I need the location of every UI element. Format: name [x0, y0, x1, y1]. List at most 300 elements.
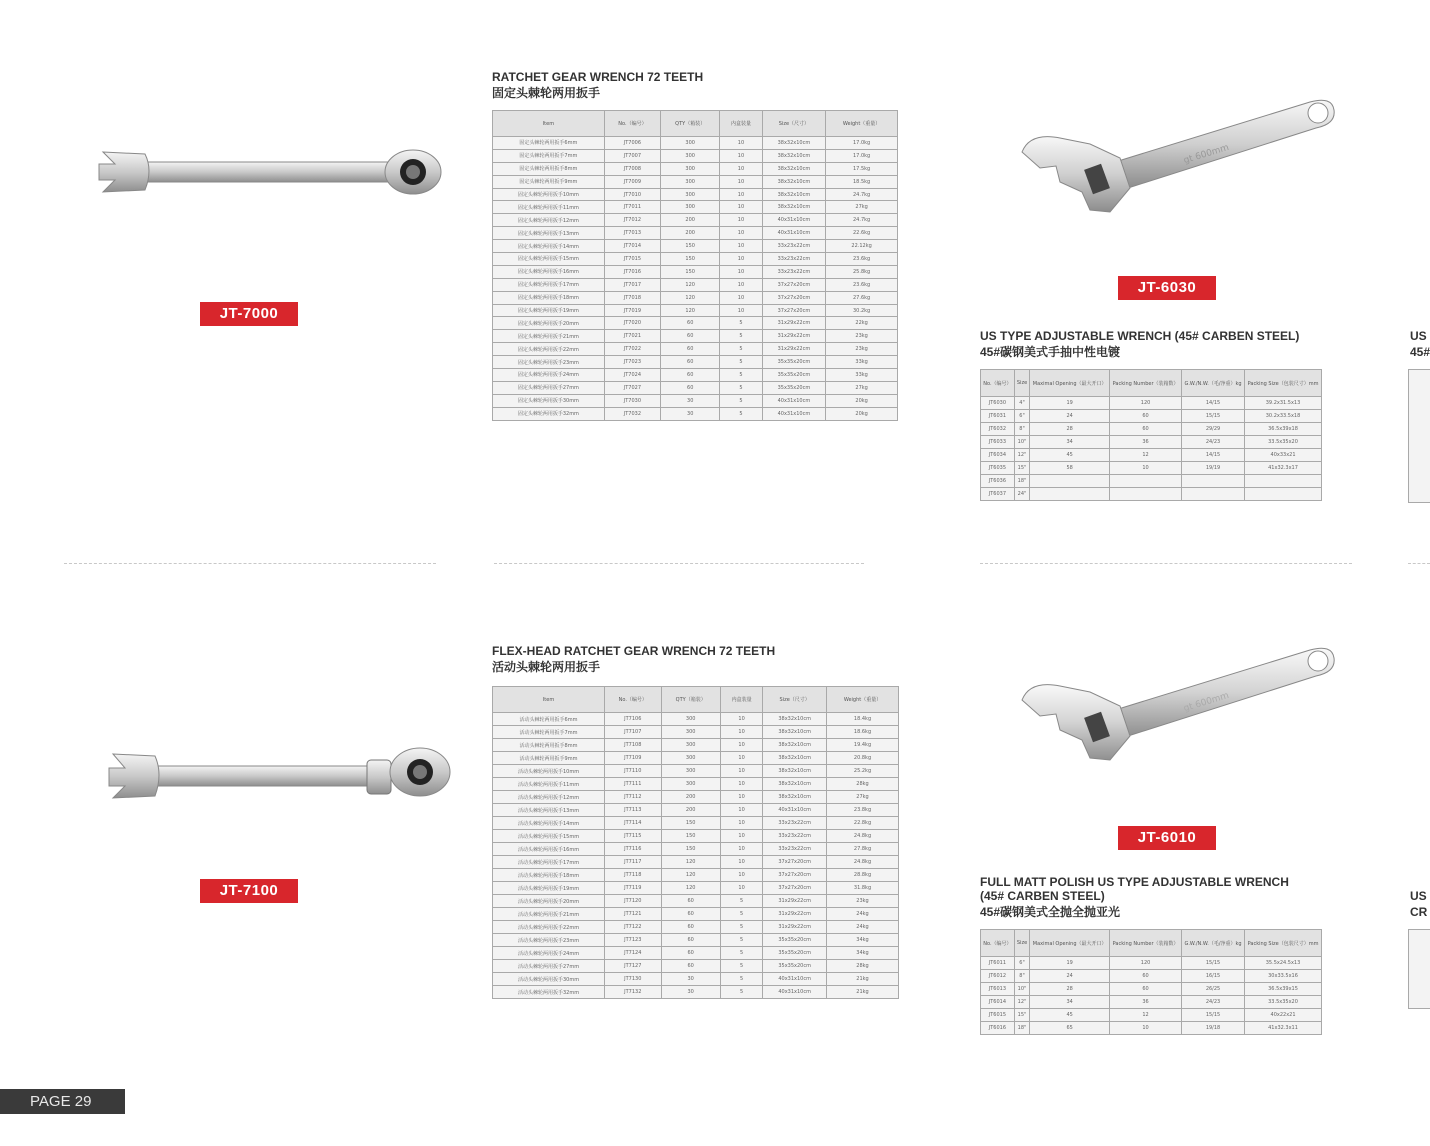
- table-row: [493, 291, 898, 304]
- table-cell: 5: [720, 330, 762, 343]
- table-cell: 固定头棘轮两用扳手7mm: [493, 149, 605, 162]
- spec-table-jt6010: [980, 929, 1322, 1035]
- table-cell: 35x35x20cm: [763, 947, 827, 960]
- table-cell: 150: [661, 240, 720, 253]
- table-header-cell: Size（尺寸）: [763, 687, 827, 713]
- table-cell: 23kg: [826, 343, 898, 356]
- table-cell: [1110, 475, 1182, 488]
- table-row: [981, 983, 1322, 996]
- table-cell: 35x35x20cm: [762, 356, 826, 369]
- table-cell: 5: [720, 947, 762, 960]
- table-header-cell: QTY（箱装）: [661, 687, 720, 713]
- table-cell: 30: [661, 394, 720, 407]
- table-cell: 10: [1110, 462, 1182, 475]
- product-code-badge: JT-6010: [1118, 826, 1216, 850]
- table-cell: 固定头棘轮两用扳手6mm: [493, 137, 605, 150]
- table-row: [493, 330, 898, 343]
- table-cell: 活动头棘轮两用扳手16mm: [493, 843, 605, 856]
- table-cell: 33kg: [826, 369, 898, 382]
- table-cell: 37x27x20cm: [762, 278, 826, 291]
- table-cell: JT6032: [981, 423, 1015, 436]
- table-cell: JT7019: [604, 304, 660, 317]
- table-row: [493, 791, 899, 804]
- table-cell: 5: [720, 895, 762, 908]
- table-cell: 23.6kg: [826, 253, 898, 266]
- table-cell: 固定头棘轮两用扳手17mm: [493, 278, 605, 291]
- table-cell: 固定头棘轮两用扳手11mm: [493, 201, 605, 214]
- table-row: [493, 278, 898, 291]
- table-cell: 10: [720, 149, 762, 162]
- table-row: [493, 934, 899, 947]
- table-cell: JT7130: [605, 973, 661, 986]
- product-code-badge: JT-7000: [200, 302, 298, 326]
- table-cell: 8": [1014, 423, 1029, 436]
- table-cell: 17.0kg: [826, 149, 898, 162]
- table-cell: 60: [661, 330, 720, 343]
- table-cell: 活动头棘轮两用扳手20mm: [493, 895, 605, 908]
- table-cell: JT7023: [604, 356, 660, 369]
- table-cell: 18": [1014, 1022, 1029, 1035]
- section-divider: [494, 563, 864, 564]
- table-cell: 30x33.5x16: [1245, 970, 1322, 983]
- table-cell: 固定头棘轮两用扳手13mm: [493, 227, 605, 240]
- section-divider: [980, 563, 1352, 564]
- table-cell: JT7018: [604, 291, 660, 304]
- table-cell: 38x32x10cm: [763, 791, 827, 804]
- table-cell: 固定头棘轮两用扳手27mm: [493, 381, 605, 394]
- spec-table-jt7100: [492, 686, 899, 999]
- table-cell: 19: [1030, 397, 1110, 410]
- table-cell: 41x32.3x17: [1245, 462, 1322, 475]
- table-cell: 60: [661, 369, 720, 382]
- table-header-cell: Packing Number（装箱数）: [1110, 930, 1182, 957]
- table-cell: 300: [661, 175, 720, 188]
- table-cell: 10: [720, 765, 762, 778]
- table-cell: 固定头棘轮两用扳手14mm: [493, 240, 605, 253]
- table-cell: 34kg: [827, 934, 899, 947]
- table-cell: 33x23x22cm: [762, 240, 826, 253]
- table-cell: 10: [720, 253, 762, 266]
- table-cell: 300: [661, 765, 720, 778]
- table-row: [493, 947, 899, 960]
- table-header-cell: Weight（重量）: [827, 687, 899, 713]
- table-cell: 31x29x22cm: [763, 895, 827, 908]
- table-row: [493, 765, 899, 778]
- table-cell: 39.2x31.5x13: [1245, 397, 1322, 410]
- table-cell: JT7021: [604, 330, 660, 343]
- table-cell: JT7119: [605, 882, 661, 895]
- table-cell: 45: [1030, 449, 1110, 462]
- table-row: [493, 394, 898, 407]
- table-row: [493, 188, 898, 201]
- table-cell: 40x31x10cm: [762, 394, 826, 407]
- table-cell: 5: [720, 986, 762, 999]
- table-row: [981, 996, 1322, 1009]
- table-cell: 固定头棘轮两用扳手16mm: [493, 265, 605, 278]
- table-cell: 10: [720, 214, 762, 227]
- table-cell: 120: [661, 304, 720, 317]
- table-cell: 4": [1014, 397, 1029, 410]
- table-cell: 固定头棘轮两用扳手18mm: [493, 291, 605, 304]
- table-cell: 活动头棘轮两用扳手22mm: [493, 921, 605, 934]
- table-header-cell: Maximal Opening（最大开口）: [1030, 930, 1110, 957]
- product-code-badge: JT-7100: [200, 879, 298, 903]
- table-cell: 60: [661, 356, 720, 369]
- table-cell: 300: [661, 713, 720, 726]
- table-cell: JT7017: [604, 278, 660, 291]
- table-cell: JT7118: [605, 869, 661, 882]
- table-cell: 15/15: [1182, 1009, 1245, 1022]
- table-cell: 固定头棘轮两用扳手9mm: [493, 175, 605, 188]
- table-cell: 38x32x10cm: [763, 778, 827, 791]
- table-row: [493, 356, 898, 369]
- table-header-cell: G.W./N.W.（毛/净重）kg: [1182, 370, 1245, 397]
- table-cell: JT6033: [981, 436, 1015, 449]
- product-title-cn: 45#碳钢美式全抛全抛亚光: [980, 905, 1121, 919]
- table-cell: 活动头棘轮两用扳手7mm: [493, 726, 605, 739]
- table-cell: 24.7kg: [826, 214, 898, 227]
- table-cell: JT7120: [605, 895, 661, 908]
- table-cell: 150: [661, 843, 720, 856]
- table-cell: 5: [720, 407, 762, 420]
- table-cell: 22.12kg: [826, 240, 898, 253]
- table-cell: JT7007: [604, 149, 660, 162]
- table-cell: 35.5x24.5x13: [1245, 957, 1322, 970]
- table-cell: 19: [1030, 957, 1110, 970]
- table-cell: 60: [1110, 410, 1182, 423]
- table-cell: 活动头棘轮两用扳手18mm: [493, 869, 605, 882]
- table-cell: JT7116: [605, 843, 661, 856]
- table-row: [493, 253, 898, 266]
- table-cell: 活动头棘轮两用扳手17mm: [493, 856, 605, 869]
- table-cell: 31.8kg: [827, 882, 899, 895]
- table-cell: JT7117: [605, 856, 661, 869]
- table-cell: 28kg: [827, 778, 899, 791]
- table-cell: JT7123: [605, 934, 661, 947]
- table-row: [981, 410, 1322, 423]
- table-cell: 6": [1014, 410, 1029, 423]
- table-row: [493, 921, 899, 934]
- clipped-title: 45#: [1410, 345, 1430, 359]
- table-cell: 30: [661, 986, 720, 999]
- table-cell: 活动头棘轮两用扳手30mm: [493, 973, 605, 986]
- table-cell: 35x35x20cm: [762, 381, 826, 394]
- table-cell: 60: [661, 908, 720, 921]
- table-header-cell: Maximal Opening（最大开口）: [1030, 370, 1110, 397]
- section-divider: [64, 563, 436, 564]
- table-cell: 固定头棘轮两用扳手15mm: [493, 253, 605, 266]
- table-cell: 30.2x33.5x18: [1245, 410, 1322, 423]
- page-number: PAGE 29: [0, 1089, 125, 1114]
- product-title-en: FULL MATT POLISH US TYPE ADJUSTABLE WRENCH: [980, 875, 1289, 889]
- table-header-cell: No.（编号）: [605, 687, 661, 713]
- table-cell: JT7022: [604, 343, 660, 356]
- table-cell: [1030, 475, 1110, 488]
- table-cell: JT6012: [981, 970, 1015, 983]
- table-row: [493, 149, 898, 162]
- flex-head-ratchet-wrench-image: [105, 742, 455, 812]
- table-cell: 38x32x10cm: [763, 739, 827, 752]
- table-cell: 300: [661, 739, 720, 752]
- table-cell: 活动头棘轮两用扳手24mm: [493, 947, 605, 960]
- table-cell: 200: [661, 804, 720, 817]
- table-cell: 24/23: [1182, 996, 1245, 1009]
- table-cell: 21kg: [827, 973, 899, 986]
- table-cell: 300: [661, 162, 720, 175]
- table-cell: JT7012: [604, 214, 660, 227]
- table-cell: 活动头棘轮两用扳手10mm: [493, 765, 605, 778]
- table-cell: 15/15: [1182, 957, 1245, 970]
- table-header-cell: No.（编号）: [981, 930, 1015, 957]
- table-row: [493, 407, 898, 420]
- table-row: [493, 265, 898, 278]
- table-cell: 31x29x22cm: [762, 330, 826, 343]
- table-cell: 22.8kg: [827, 817, 899, 830]
- table-cell: [1245, 488, 1322, 501]
- table-cell: JT7027: [604, 381, 660, 394]
- table-cell: 300: [661, 726, 720, 739]
- table-cell: [1030, 488, 1110, 501]
- table-row: [493, 973, 899, 986]
- table-cell: JT7127: [605, 960, 661, 973]
- table-cell: 10: [720, 726, 762, 739]
- table-cell: JT7032: [604, 407, 660, 420]
- table-cell: 38x32x10cm: [762, 137, 826, 150]
- table-cell: 37x27x20cm: [762, 304, 826, 317]
- table-cell: 24.8kg: [827, 830, 899, 843]
- table-cell: JT7016: [604, 265, 660, 278]
- table-cell: 120: [1110, 957, 1182, 970]
- table-cell: 10: [720, 843, 762, 856]
- table-row: [493, 843, 899, 856]
- table-cell: 28kg: [827, 960, 899, 973]
- table-cell: JT7010: [604, 188, 660, 201]
- table-header-cell: 内盒装量: [720, 687, 762, 713]
- table-row: [981, 475, 1322, 488]
- table-cell: 24: [1030, 970, 1110, 983]
- table-header-cell: No.（编号）: [604, 111, 660, 137]
- table-cell: 5: [720, 369, 762, 382]
- product-title-en: (45# CARBEN STEEL): [980, 889, 1105, 903]
- table-cell: 活动头棘轮两用扳手6mm: [493, 713, 605, 726]
- table-row: [493, 778, 899, 791]
- table-cell: [1110, 488, 1182, 501]
- table-header-cell: Size（尺寸）: [762, 111, 826, 137]
- table-cell: 31x29x22cm: [762, 343, 826, 356]
- table-cell: JT7121: [605, 908, 661, 921]
- table-cell: 10: [720, 778, 762, 791]
- table-cell: 5: [720, 934, 762, 947]
- table-cell: 24kg: [827, 908, 899, 921]
- table-cell: 40x31x10cm: [763, 986, 827, 999]
- table-cell: 29/29: [1182, 423, 1245, 436]
- table-cell: 300: [661, 149, 720, 162]
- table-cell: JT7124: [605, 947, 661, 960]
- table-cell: 24: [1030, 410, 1110, 423]
- table-cell: 10": [1014, 983, 1029, 996]
- table-cell: 27kg: [827, 791, 899, 804]
- table-cell: 8": [1014, 970, 1029, 983]
- table-cell: 6": [1014, 957, 1029, 970]
- table-cell: JT7106: [605, 713, 661, 726]
- table-cell: JT7114: [605, 817, 661, 830]
- table-cell: 固定头棘轮两用扳手23mm: [493, 356, 605, 369]
- table-cell: 16/15: [1182, 970, 1245, 983]
- table-cell: 27.8kg: [827, 843, 899, 856]
- table-cell: 5: [720, 381, 762, 394]
- table-cell: 27.6kg: [826, 291, 898, 304]
- table-cell: 60: [661, 960, 720, 973]
- table-row: [981, 970, 1322, 983]
- table-cell: 120: [661, 882, 720, 895]
- table-cell: JT7013: [604, 227, 660, 240]
- table-cell: 33.5x35x20: [1245, 996, 1322, 1009]
- table-cell: 120: [661, 291, 720, 304]
- wrench-engraving: gt 600mm: [1182, 690, 1231, 715]
- table-cell: JT6014: [981, 996, 1015, 1009]
- table-cell: 12: [1110, 1009, 1182, 1022]
- table-cell: 10: [720, 201, 762, 214]
- table-cell: JT7113: [605, 804, 661, 817]
- clipped-table: [1408, 369, 1430, 503]
- table-row: [493, 882, 899, 895]
- table-cell: 120: [1110, 397, 1182, 410]
- product-code-badge: JT-6030: [1118, 276, 1216, 300]
- table-cell: 31x29x22cm: [763, 908, 827, 921]
- product-title-en: FLEX-HEAD RATCHET GEAR WRENCH 72 TEETH: [492, 644, 776, 658]
- table-header-cell: 内盒装量: [720, 111, 762, 137]
- table-cell: JT7132: [605, 986, 661, 999]
- table-cell: 10: [720, 304, 762, 317]
- table-cell: 20kg: [826, 394, 898, 407]
- table-cell: 30: [661, 973, 720, 986]
- table-cell: 150: [661, 830, 720, 843]
- table-cell: 60: [1110, 970, 1182, 983]
- table-cell: 30: [661, 407, 720, 420]
- table-header-cell: G.W./N.W.（毛/净重）kg: [1182, 930, 1245, 957]
- table-cell: 18.4kg: [827, 713, 899, 726]
- section-divider: [1408, 563, 1430, 564]
- table-cell: 10": [1014, 436, 1029, 449]
- table-cell: 12": [1014, 449, 1029, 462]
- table-cell: 60: [661, 947, 720, 960]
- table-cell: 28: [1030, 983, 1110, 996]
- table-cell: 活动头棘轮两用扳手27mm: [493, 960, 605, 973]
- table-cell: JT7107: [605, 726, 661, 739]
- table-row: [981, 488, 1322, 501]
- table-cell: 150: [661, 265, 720, 278]
- table-cell: 38x32x10cm: [762, 201, 826, 214]
- table-cell: 24": [1014, 488, 1029, 501]
- table-cell: 活动头棘轮两用扳手12mm: [493, 791, 605, 804]
- table-cell: 60: [661, 381, 720, 394]
- table-cell: 120: [661, 278, 720, 291]
- table-cell: 38x32x10cm: [762, 188, 826, 201]
- table-cell: 活动头棘轮两用扳手32mm: [493, 986, 605, 999]
- table-cell: JT6030: [981, 397, 1015, 410]
- table-cell: 40x31x10cm: [762, 407, 826, 420]
- table-cell: 18": [1014, 475, 1029, 488]
- table-header-cell: No.（编号）: [981, 370, 1015, 397]
- table-cell: 10: [720, 752, 762, 765]
- table-row: [981, 1022, 1322, 1035]
- table-cell: 33x23x22cm: [763, 843, 827, 856]
- table-cell: 10: [720, 817, 762, 830]
- table-header-cell: QTY（箱装）: [661, 111, 720, 137]
- table-cell: 60: [661, 921, 720, 934]
- table-cell: 17.0kg: [826, 137, 898, 150]
- table-row: [493, 175, 898, 188]
- table-cell: JT6035: [981, 462, 1015, 475]
- table-row: [981, 1009, 1322, 1022]
- table-cell: 200: [661, 214, 720, 227]
- table-cell: 固定头棘轮两用扳手12mm: [493, 214, 605, 227]
- table-cell: 22kg: [826, 317, 898, 330]
- table-row: [493, 986, 899, 999]
- table-cell: 24.8kg: [827, 856, 899, 869]
- table-cell: 200: [661, 227, 720, 240]
- table-row: [493, 960, 899, 973]
- table-cell: JT7024: [604, 369, 660, 382]
- table-cell: 固定头棘轮两用扳手21mm: [493, 330, 605, 343]
- table-cell: JT6031: [981, 410, 1015, 423]
- table-row: [493, 201, 898, 214]
- table-cell: 38x32x10cm: [763, 713, 827, 726]
- table-cell: 300: [661, 137, 720, 150]
- table-cell: 活动头棘轮两用扳手13mm: [493, 804, 605, 817]
- table-cell: 120: [661, 869, 720, 882]
- product-title-en: RATCHET GEAR WRENCH 72 TEETH: [492, 70, 704, 84]
- table-header-cell: Weight（重量）: [826, 111, 898, 137]
- table-cell: 10: [720, 830, 762, 843]
- table-row: [493, 817, 899, 830]
- table-cell: 5: [720, 356, 762, 369]
- table-cell: 38x32x10cm: [763, 726, 827, 739]
- table-header-cell: Size: [1014, 930, 1029, 957]
- table-row: [493, 240, 898, 253]
- ratchet-wrench-image: [95, 140, 445, 205]
- table-header-cell: Item: [493, 111, 605, 137]
- table-cell: 33x23x22cm: [762, 253, 826, 266]
- table-row: [493, 895, 899, 908]
- table-row: [493, 162, 898, 175]
- table-cell: 41x32.3x11: [1245, 1022, 1322, 1035]
- table-cell: 300: [661, 778, 720, 791]
- table-cell: 固定头棘轮两用扳手30mm: [493, 394, 605, 407]
- table-cell: 58: [1030, 462, 1110, 475]
- table-cell: 38x32x10cm: [762, 149, 826, 162]
- clipped-title: US: [1410, 889, 1427, 903]
- table-cell: 27kg: [826, 201, 898, 214]
- table-cell: JT7015: [604, 253, 660, 266]
- table-cell: 固定头棘轮两用扳手19mm: [493, 304, 605, 317]
- table-cell: 活动头棘轮两用扳手15mm: [493, 830, 605, 843]
- table-cell: 固定头棘轮两用扳手32mm: [493, 407, 605, 420]
- table-cell: JT7011: [604, 201, 660, 214]
- table-row: [493, 856, 899, 869]
- table-row: [493, 343, 898, 356]
- table-cell: 19/19: [1182, 462, 1245, 475]
- table-row: [493, 908, 899, 921]
- spec-table-jt6030: [980, 369, 1322, 501]
- table-cell: 固定头棘轮两用扳手22mm: [493, 343, 605, 356]
- table-cell: 37x27x20cm: [763, 869, 827, 882]
- table-cell: 10: [720, 175, 762, 188]
- table-cell: 10: [720, 265, 762, 278]
- table-cell: 60: [1110, 983, 1182, 996]
- table-row: [493, 804, 899, 817]
- table-cell: 150: [661, 817, 720, 830]
